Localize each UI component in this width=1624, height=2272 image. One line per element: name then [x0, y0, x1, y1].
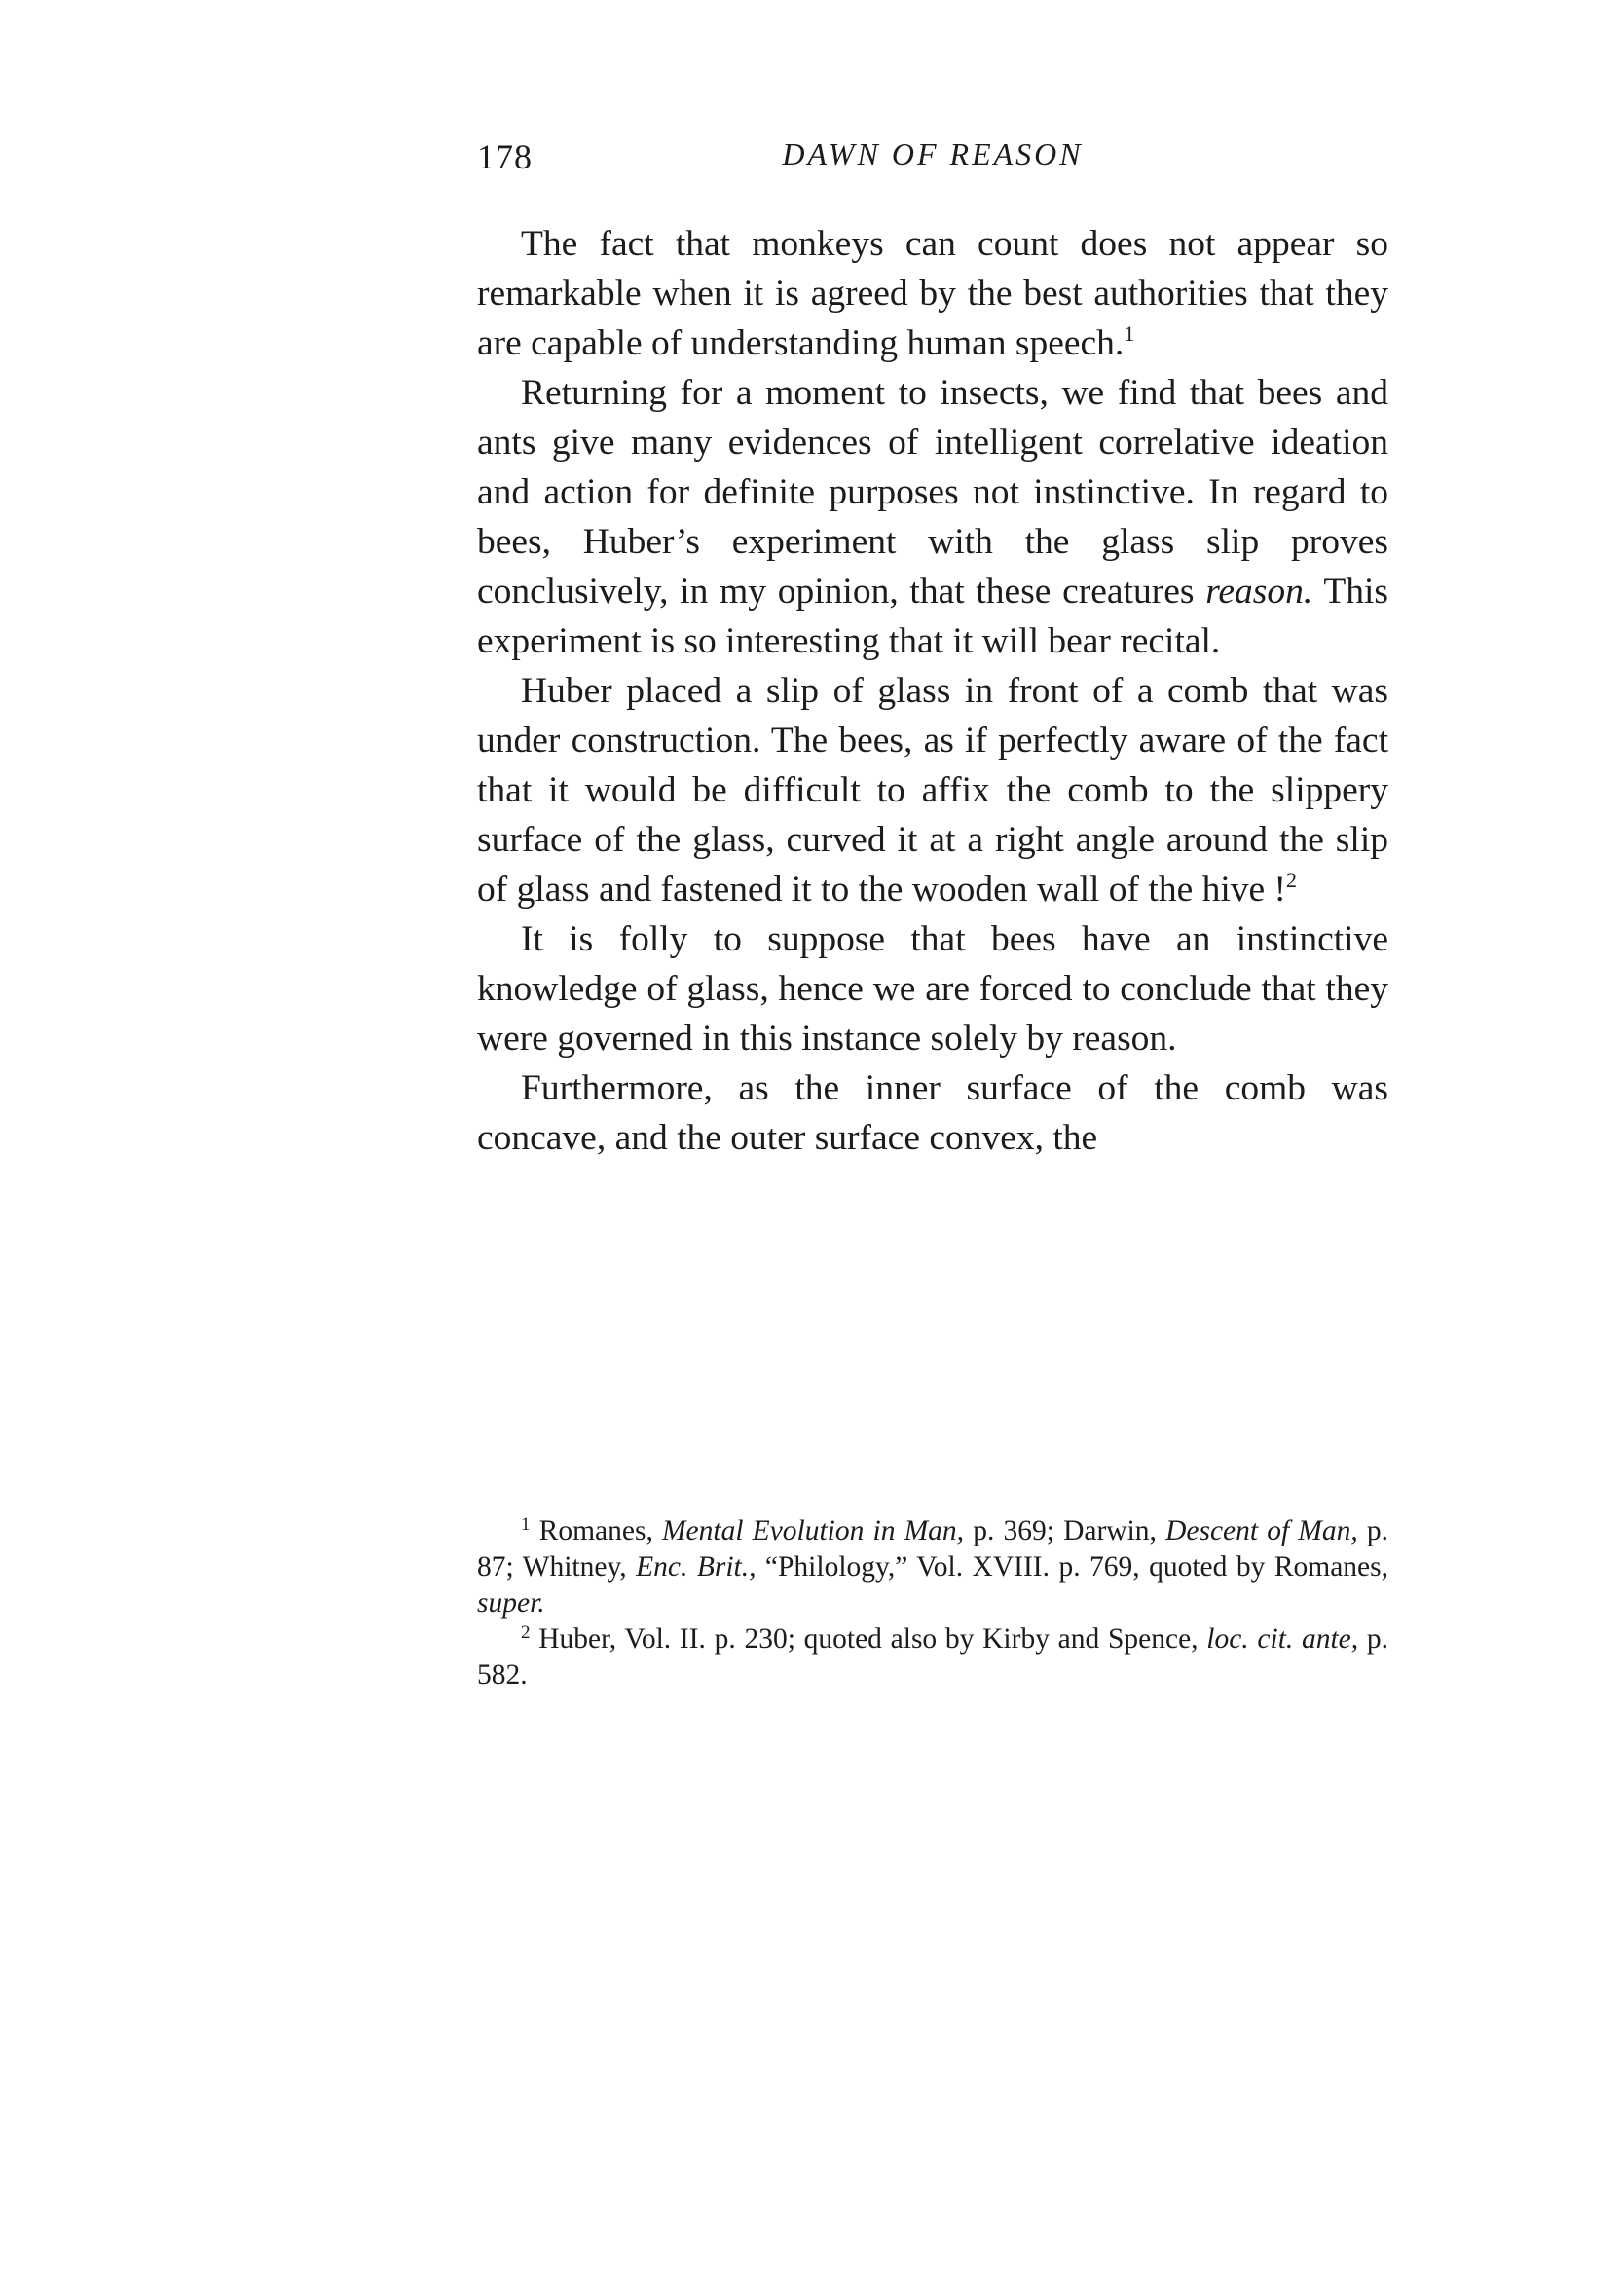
paragraph-3-text: Huber placed a slip of glass in front of a comb that was under construction. The bees, as if perfectly aware of the fact that it would be difficult to affix the comb to the slippery surface of the glass, curved it at a right angle around the slip of glass and fastened it to the wooden wall of the hive ! [477, 671, 1388, 910]
paragraph-1 [477, 219, 1388, 368]
footnote-2-text-2: p. 582. [477, 1623, 1389, 1691]
footnote-2 [477, 1621, 1388, 1694]
footnote-1-title-4: super. [477, 1587, 545, 1619]
paragraph-4 [477, 914, 1388, 1063]
paragraph-2-emphasis: reason. [1205, 572, 1313, 612]
footnote-1-text-3: “Philology,” Vol. XVIII. p. 769, quoted by Romanes, [756, 1551, 1388, 1583]
footnote-1 [477, 1513, 1388, 1621]
paragraph-4-text: It is folly to suppose that bees have an instinctive knowledge of glass, hence we are forced to conclude that they were governed in this instance solely by reason. [477, 919, 1388, 1059]
footnote-1-title-1: Mental Evolution in Man, [661, 1515, 965, 1546]
paragraph-3 [477, 666, 1388, 914]
footnote-2-marker: 2 [521, 1622, 531, 1643]
footnote-1-marker: 1 [521, 1514, 531, 1535]
footnote-1-text-2: p. 87; Whitney, [477, 1515, 1389, 1583]
footnote-1-title-2: Descent of Man, [1165, 1515, 1358, 1546]
footnote-1-text-1: p. 369; Darwin, [964, 1515, 1166, 1546]
page-number: 178 [477, 137, 533, 176]
paragraph-1-text: The fact that monkeys can count does not appear so remarkable when it is agreed by the best authorities that they are capable of understanding human speech. [477, 224, 1388, 363]
footnote-2-text-1: Huber, Vol. II. p. 230; quoted also by Kirby and Spence, [538, 1623, 1207, 1655]
paragraph-2-text-before: Returning for a moment to insects, we find that bees and ants give many evidences of intelligent correlative ideation and action for definite purposes not instinctive. In regard to bees, Huber’s experiment with the glass slip proves conclusively, in my opinion, that these creatures [477, 373, 1388, 612]
page-header [477, 136, 1388, 185]
paragraph-2 [477, 368, 1388, 666]
footnote-1-title-3: Enc. Brit., [636, 1551, 757, 1583]
footnote-ref-1: 1 [1124, 321, 1135, 346]
running-title: DAWN OF REASON [782, 136, 1084, 171]
footnotes [477, 1513, 1388, 1694]
paragraph-2-text-after: This experiment is so interesting that it will bear recital. [477, 572, 1388, 661]
paragraph-5-text: Furthermore, as the inner surface of the comb was concave, and the outer surface convex, the [477, 1068, 1388, 1158]
footnote-2-title: loc. cit. ante, [1206, 1623, 1359, 1655]
body-text [477, 219, 1388, 1163]
footnote-ref-2: 2 [1286, 868, 1298, 892]
paragraph-5 [477, 1063, 1388, 1163]
footnote-1-author: Romanes, [538, 1515, 662, 1546]
